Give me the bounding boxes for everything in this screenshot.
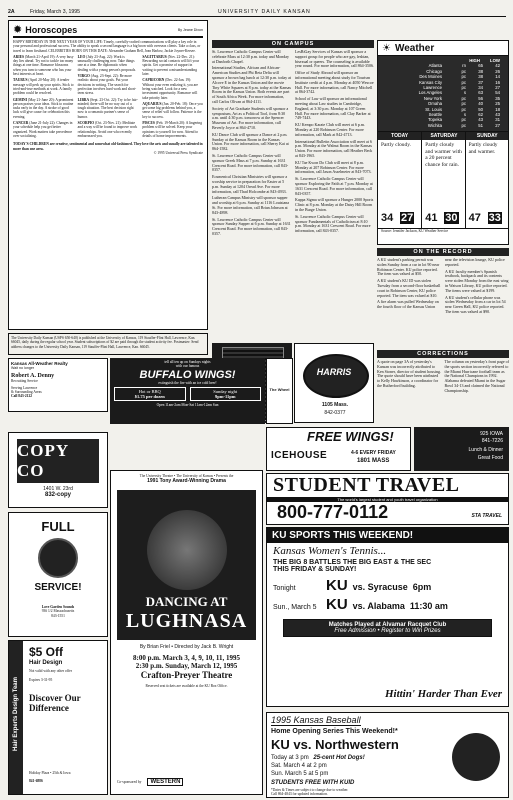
wings-sub: with our famous [175, 364, 200, 369]
horoscope-sign-name: CAPRICORN [142, 78, 165, 83]
horoscope-sign [78, 55, 139, 72]
city-high: 63 [478, 90, 483, 96]
baseball-ad [266, 712, 509, 798]
horoscope-sign-text: (Aug. 23-Sept. 22): Be more realistic about your goals. Put your decisions in writing. The search for perfection involves hard work and short-term stress. [77, 74, 137, 96]
horoscope-sign [13, 55, 74, 76]
campus-item: St. Lawrence Catholic Campus Center will sponsor Exploring the Faith at 7 p.m. Monday at 1631 Crescent Road. For more information, call 843-0357. [295, 176, 373, 196]
copy-co-name: COPY CO [17, 441, 69, 480]
forecast-low: 27 [401, 212, 414, 225]
realtor-line-2: & Surrounding Areas [11, 389, 42, 394]
match-2-day: Sun., March 5 [273, 604, 317, 611]
hair-coupon-expiry: Expires 3-31-95 [29, 678, 53, 682]
forecast-desc: Partly cloudy and warmer with a 20 percent chance for rain. [425, 142, 462, 168]
copy-co-logo [17, 439, 99, 483]
ku-sports-tennis-sub: THE BIG 8 BATTLES THE BIG EAST & THE SEC [273, 559, 432, 566]
correction-1: A quote on page 3A of yesterday's Kansan was incorrectly attributed to Ken Stoner, director of student housing. The quote should have been attributed to Kelly Hawkinson, a coordinator for the Rutherford building. [377, 359, 441, 388]
restaurant-phone: 841-7226 [481, 438, 503, 444]
lughnasa-art [117, 490, 256, 640]
sun-icon: ☀ [382, 42, 391, 54]
forecast-desc: Partly cloudy and warmer. [468, 142, 498, 155]
horoscope-sign [78, 98, 139, 119]
ku-sports-ad [266, 527, 509, 707]
sun-icon: ✹ [13, 24, 23, 36]
city-sky: pc [461, 95, 466, 101]
forecast-today [378, 132, 421, 228]
horoscope-sign-name: PISCES [142, 121, 155, 126]
hair-phone: 841-6886 [29, 779, 43, 783]
icehouse-ad [266, 427, 411, 471]
horoscope-sign [13, 78, 74, 95]
city-name: Kansas City [419, 79, 442, 85]
baseball-line-3: Sun. March 5 at 5 pm [271, 771, 329, 777]
baseball-fine-2: Call 864-4843 for updated information. [271, 792, 328, 796]
record-item: A KU faculty member's Spanish textbook, backpack and its contents were stolen Monday from the east wing in Watson Library, KU police reported. The items were valued at $199. [445, 268, 509, 293]
buffalo-wings-ad [110, 358, 265, 424]
horoscope-sign-name: AQUARIUS [142, 101, 162, 106]
on-campus-title: ON CAMPUS [271, 41, 315, 47]
city-sky: pc [461, 79, 466, 85]
city-low: 43 [495, 112, 500, 118]
lughnasa-dates-2: 2:30 p.m. Sunday, March 12, 1995 [135, 662, 238, 671]
hair-sidebar-text: Hair Experts Design Team [13, 677, 19, 751]
horoscopes-header [13, 23, 203, 38]
ku-sports-slogan: Hittin' Harder Than Ever [384, 688, 502, 700]
on-campus-col-2 [295, 50, 374, 239]
city-name: Lawrence [423, 85, 442, 91]
forecast-day: TODAY [378, 132, 421, 140]
horoscope-sign-text: (Dec. 22-Jan. 19): Without your even realizing it, you are being watched. Look for a new investment opportunity. Romance will take priority later. [142, 78, 198, 100]
baseball-free: STUDENTS FREE WITH KUID [271, 780, 355, 786]
baseball-matchup: KU vs. Northwestern [271, 737, 399, 752]
horoscopes-intro: HAPPY BIRTHDAY IN THE NEXT YEAR OF YOUR LIFE: Timely, carefully-crafted communications will play a key role in your personal and professional success. The ability to speak a second language is a big boon with overseas clients. Take a class, or travel to learn firsthand. CELEBRITIES BORN ON THIS DATE: Alexander Graham Bell, Jean Harlow, Jackie Joyner-Kersee. [13, 40, 201, 53]
paper-name: UNIVERSITY DAILY KANSAN [218, 8, 311, 15]
lughnasa-title-top: DANCING AT [145, 594, 228, 610]
campus-item: Society of Art Graduate Students will sponsor a symposium, Art as a Political Tool, from 8:30 a.m. until 4:30 p.m. tomorrow at the Spencer Museum of Art. For more information, call Beverly Joyce at 864-4710. [212, 105, 289, 130]
horoscope-sign-text: (Oct. 23-Nov. 21): Meditate and a way will be found to improve work relationships. Avoid one who recently embarrassed you. [77, 121, 138, 138]
horoscope-sign [13, 121, 74, 138]
record-icon [38, 538, 78, 578]
icehouse-detail: 4-6 EVERY FRIDAY [351, 450, 396, 456]
on-the-record-title: ON THE RECORD [413, 249, 473, 255]
ku-sports-venue-2: Free Admission • Register to Win Prizes [334, 628, 441, 634]
sta-tagline: The world's largest student and youth travel organization [267, 497, 508, 502]
record-item: A KU student's parking permit was stolen Sunday from a car in lot 90 near Robinson Center. KU police reported. The item was valued at $50. [377, 258, 440, 277]
corrections-section [377, 350, 509, 425]
horoscope-sign-text: (June 21-July 22): Changes in your schedule help you get better organized. Work matters take precedence over socializing. [13, 121, 73, 138]
forecast-desc: Partly cloudy. [381, 142, 411, 149]
city-high: 34 [478, 85, 483, 91]
ku-sports-header: KU SPORTS THIS WEEKEND! [267, 528, 508, 543]
horoscope-sign-text: (Nov. 22-Dec. 21): Rewarding social contacts will lift your spirits. Get a promise of support in writing to prevent a misunderstanding later. [142, 54, 200, 77]
hair-discover: Discover Our Difference [29, 693, 81, 713]
horoscope-sign [78, 121, 139, 138]
forecast-day: SUNDAY [466, 132, 509, 140]
wings-footer: Open 11am-2am Mon-Sat 11am-12am Sun [156, 402, 219, 407]
city-high: 38 [478, 74, 483, 80]
forecast-saturday [421, 132, 465, 228]
on-campus-section [212, 40, 374, 340]
dancers-icon [147, 510, 227, 590]
campus-item: Office of Study Abroad will sponsor an informational meeting about study for Tourism Institute credit at 4 p.m. Monday at 4050 Wescoe Hall. For more information, call Nancy Mitchell at 864-3742. [295, 70, 374, 95]
city-sky: s [463, 90, 466, 96]
weather-title: Weather [394, 42, 435, 54]
restaurant-address: 925 IOWA [480, 431, 503, 437]
city-name: New York [423, 95, 442, 101]
on-campus-col-1 [212, 50, 291, 239]
wings-top: tell all ten up on Sundays nights [164, 360, 211, 364]
lughnasa-fine: Reserved seat tickets are available at the KU Box Office. [145, 684, 228, 689]
city-sky: pc [461, 85, 466, 91]
city-name: Topeka [428, 117, 442, 123]
city-high: 51 [478, 122, 483, 128]
on-the-record-items [377, 258, 509, 336]
city-sky: pc [461, 101, 466, 107]
icehouse-headline: FREE WINGS! [307, 429, 394, 444]
horoscope-sign-name: ARIES [13, 54, 24, 59]
full-service-line-1: Love Garden Sounds [41, 605, 75, 609]
lughnasa-ad [110, 470, 263, 795]
ku-sports-venue: Matches Played at Alvamar Racquet Club [328, 622, 447, 628]
baseball-fine: *Dates & Times are subject to change due to weather. [271, 788, 349, 792]
hair-design-ad [8, 640, 108, 795]
hair-brand: Holiday Plaza • 25th & Iowa [29, 771, 71, 775]
sta-phone: 800-777-0112 [277, 502, 389, 522]
horoscope-sign-text: (May 21-June 20): A prominent person praises your ideas. Stick to routine tasks early in the day. A stroke of good luck will give cause for celebration this evening. [13, 97, 74, 119]
sta-headline: STUDENT TRAVEL [273, 474, 460, 496]
lughnasa-sub: 1991 Tony Award-Winning Drama [147, 478, 226, 485]
city-sky: rn [462, 63, 466, 69]
restaurant-ad [414, 427, 509, 471]
realtor-line-3: Call 843-2122 [11, 394, 33, 399]
icehouse-brand: ICEHOUSE [271, 450, 328, 461]
lughnasa-dates: 8:00 p.m. March 3, 4, 9, 10, 11, 1995 [132, 654, 240, 663]
corrections-header [377, 350, 509, 358]
city-high: 56 [478, 95, 483, 101]
horoscopes-footer: TODAY'S CHILDREN are creative, sentimental and somewhat old-fashioned. They love the arts and usually are talented in more than one area. [13, 142, 203, 151]
city-high: 38 [478, 68, 483, 74]
ku-sports-tennis-sub-2: THIS FRIDAY & SUNDAY! [273, 566, 357, 573]
city-name: Wichita [427, 122, 442, 128]
city-low: 27 [495, 122, 500, 128]
realtor-name: Robert A. Denny [11, 373, 55, 380]
campus-item: International Bulletin Association will meet at 6 p.m. Monday at the Walnut Room in the Kansas Union. For more information, call Heather Beck at 843-1965. [295, 138, 373, 158]
realtor-role: Recruiting Service [11, 379, 38, 384]
city-sky: pc [461, 74, 466, 80]
forecast-low: 33 [488, 212, 501, 225]
horoscope-sign [142, 121, 203, 138]
forecast-sunday [465, 132, 509, 228]
copy-co-ad [8, 432, 108, 508]
ku-sports-venue-box [283, 619, 492, 637]
wings-headline: BUFFALO WINGS! [139, 368, 236, 381]
lughnasa-credits: By Brian Friel • Directed by Jack B. Wright [139, 644, 234, 651]
corrections-title: CORRECTIONS [417, 351, 469, 357]
baseball-today: Today at 3 pm [271, 755, 309, 761]
city-sky: pc [461, 117, 466, 123]
high-header: HIGH [469, 58, 480, 63]
baseball-line-1 [271, 755, 365, 761]
city-sky: pc [461, 106, 466, 112]
campus-item: Kappa Sigma will sponsor a Hunger 2000 Sports Clinic at 8 p.m. Monday at the Daisy Hill Room in the Burge Union. [295, 197, 374, 212]
city-sky: s [463, 112, 466, 118]
wings-desc: extinguish the fire with an ice cold beer! [158, 380, 217, 385]
campus-item: School of Law will sponsor an informational meeting about Law studies in Cambridge, England, at 3:30 p.m. Monday at 107 Green Hall. For more information, call Clay Barker at 749-7443. [295, 96, 371, 121]
baseball-line-2: Sat. March 4 at 2 pm [271, 763, 327, 769]
city-low: 27 [495, 85, 500, 91]
horoscope-sign-name: LEO [77, 54, 86, 59]
forecast-high: 41 [425, 212, 438, 225]
horoscope-sign-text: (July 23-Aug. 22): Work is unusually challenging now. Take things one at a time. Be diplomatic when dealing with a young person's proposals. [77, 54, 136, 72]
issue-date: Friday, March 3, 1995 [30, 8, 81, 15]
realtor-tag: Wait no longer [11, 366, 35, 370]
weather-table [378, 56, 508, 131]
wings-deal-1: Hot or BBQ [138, 388, 161, 394]
wings-deal-2-time: 9pm-11pm [214, 393, 236, 399]
horoscope-sign-text: (March 21-April 19): A very busy day lies ahead. Try not to tackle too many things at one time. Romance blossoms when you turn to someone who has your best interests at heart. [13, 54, 74, 77]
baseball-header: 1995 Kansas Baseball [271, 715, 361, 725]
campus-item: St. Lawrence Catholic Campus Center will sponsor Sunday Supper at 6 p.m. Sunday at 1631 Crescent Road. For more information, call 843-0357. [212, 216, 291, 236]
ku-sports-tennis: Kansas Women's Tennis... [273, 545, 387, 557]
horoscope-sign-text: (Feb. 19-March 20): A lingering problem will be solved. Keep your opinions to yourself for now. Attend to details of home improvements. [142, 121, 203, 138]
copy-co-address: 1401 W. 23rd [43, 486, 73, 492]
wheel-brand: The Wheel [269, 387, 290, 392]
city-name: Chicago [426, 68, 442, 74]
harris-phone: 842-0377 [324, 410, 346, 416]
city-sky: pc [461, 68, 466, 74]
city-high: 37 [478, 79, 483, 85]
hair-coupon-sub: Not valid with any other offer [29, 669, 72, 673]
city-high: 40 [478, 101, 483, 107]
horoscope-sign-text: (Sept. 23-Oct. 22): Try to be fair-minded; there will be no way out of a tough situation. The best decision right now is a romantic partner's sense of humor. [77, 97, 138, 119]
copy-co-phone: 832-copy [44, 492, 71, 498]
forecast-high: 34 [381, 212, 394, 225]
low-header: LOW [489, 58, 500, 63]
forecast-high: 47 [468, 212, 481, 225]
city-low: 26 [495, 68, 500, 74]
weather-header [378, 41, 508, 56]
weather-city-row [378, 123, 508, 128]
city-high: 62 [478, 112, 483, 118]
campus-item: St. Lawrence Catholic Campus Center will sponsor Greek Mass at 7 p.m. Sunday at 1631 Crescent Road. For more information, call 843-0357. [212, 152, 289, 173]
page-number: 2A [8, 8, 15, 15]
campus-item: St. Lawrence Catholic Campus Center will sponsor Fundamentals of Catholicism at 8:10 p.m. Monday at 1631 Crescent Road. For more information, call 843-0357. [295, 213, 371, 234]
weather-forecast [378, 131, 508, 228]
weather-source: Source: Jennifer Jackson, KU Weather Service [378, 228, 508, 233]
city-name: Omaha [427, 101, 442, 107]
baseball-series: Home Opening Series This Weekend!* [271, 728, 398, 735]
full-service-headline: FULL [41, 519, 75, 534]
record-item: A KU student's cellular phone was stolen Wednesday from a car in lot 54 near Green Hall, KU police reported. The item was valued at $90. [445, 294, 506, 314]
city-name: Los Angeles [418, 90, 442, 96]
record-item: A KU student's KU ID was stolen Tuesday from a second-floor basketball court in Robinson Center, KU police reported. The item was valued at $10. [377, 278, 441, 298]
horoscope-sign-name: SCORPIO [77, 121, 95, 126]
city-high: 50 [478, 106, 483, 112]
publisher-statement: The University Daily Kansan (USPS 650-640) is published at the University of Kansas, 119 Stauffer-Flint Hall, Lawrence, Kan. 66045, daily during the regular school year. Student subscriptions of $2 are paid through the student activity fee. Postmaster: Send address changes to the University Daily Kansan, 119 Stauffer-Flint Hall, Lawrence, Kan. 66045. [8, 333, 208, 355]
lughnasa-venue: Crafton-Preyer Theatre [140, 670, 233, 681]
realtor-ad [8, 358, 108, 412]
campus-item: LesBiGay Services of Kansas will sponsor a support group for people who are gay, lesbian, bisexual or queers. The counseling is available year round. For more information, call 864-3506. [295, 49, 374, 69]
realtor-line-1: Serving Lawrence [11, 385, 38, 390]
weather-section [377, 40, 509, 245]
horoscope-sign-name: LIBRA [77, 97, 90, 102]
restaurant-sub: Great Food [477, 455, 503, 461]
city-name: Atlanta [428, 63, 442, 69]
full-service-mid: SERVICE! [34, 582, 82, 593]
city-low: 25 [495, 101, 500, 107]
on-campus-header [212, 40, 374, 48]
match-2 [267, 594, 508, 613]
campus-item: KU Kempo Karate Club will meet at 6 p.m. Monday at 220 Robinson Center. For more information, call Mark at 842-4713. [295, 122, 365, 137]
horoscope-sign-name: GEMINI [13, 97, 27, 102]
horoscope-sign-name: CANCER [13, 121, 29, 126]
campus-item: Lutheran Campus Ministry will sponsor supper and worship at 6 p.m. Sunday at 1116 Louisiana St. For more information, call Brian Johnson at 843-4898. [212, 195, 290, 215]
match-1-team: KU [326, 577, 348, 594]
match-2-team: KU [326, 596, 348, 613]
sta-brand: STA TRAVEL [471, 513, 502, 519]
hair-coupon-item: Hair Design [29, 660, 63, 666]
correction-2: The column on yesterday's front page of the sports section incorrectly referred to the Miami Hurricane football team as the National Champions in 1992. Alabama defeated Miami in the Sugar Bowl 34-13 and claimed the National Championship. [444, 359, 509, 393]
horoscopes-byline: By Jeane Dixon [177, 27, 203, 32]
horoscope-sign [13, 98, 74, 119]
city-low: 31 [495, 117, 500, 123]
city-name: St. Louis [425, 106, 442, 112]
forecast-low: 30 [445, 212, 458, 225]
record-item: A fire alarm was pulled Wednesday on the fourth floor of the Kansas Union near the television lounge, KU police reported. [377, 258, 505, 310]
baseball-hotdogs: 25-cent Hot Dogs! [313, 755, 365, 761]
lughnasa-sponsor: Co-sponsored by [117, 779, 142, 784]
lughnasa-title: LUGHNASA [125, 610, 248, 633]
city-low: 42 [495, 63, 500, 69]
full-service-ad [8, 512, 108, 637]
match-1-day: Tonight [273, 585, 296, 592]
city-name: Des Moines [419, 74, 442, 80]
horoscope-sign-text: (April 20-May 20): A tender message will perk up your spirits. Stick to tried-and-true methods at work. A family problem could be resolved. [13, 78, 74, 96]
wheel-logo [266, 358, 293, 424]
city-high: 43 [478, 117, 483, 123]
match-2-opponent: vs. Alabama [352, 601, 405, 611]
restaurant-tag: Lunch & Dinner [468, 447, 503, 453]
match-1 [267, 573, 508, 594]
city-low: 35 [495, 95, 500, 101]
harris-address: 1105 Mass. [321, 402, 349, 408]
horoscope-sign [142, 55, 203, 76]
on-the-record-header [377, 248, 509, 256]
horoscope-sign [142, 78, 203, 99]
masthead [8, 7, 506, 17]
horoscope-sign-name: SAGITTARIUS [142, 54, 167, 59]
wings-deal-1-price: $1.75 per dozen [134, 393, 165, 399]
horoscopes-signs [13, 55, 203, 140]
campus-item: KU Dance Club will sponsor a Dance at 2 p.m. Sunday at the Kansas Room in the Kansas Union. For more information, call Sherry Kai at 864-1582. [212, 131, 289, 152]
horoscope-sign [142, 102, 203, 119]
campus-item: Ecumenical Christian Ministries will sponsor a worship service in preparation for Easter at 5 p.m. Sunday at 1204 Oread Ave. For more information, call Thad Holcombe at 843-4933. [212, 174, 288, 194]
forecast-day: SATURDAY [422, 132, 465, 140]
city-low: 16 [495, 79, 500, 85]
campus-item: St. Lawrence Catholic Campus Center will celebrate Mass at 12:30 p.m. today and Monday at Danforth Chapel. [212, 49, 289, 64]
horoscope-sign-name: VIRGO [77, 74, 90, 79]
lughnasa-sponsor-brand: WESTERN [147, 778, 183, 786]
wings-deal-2: Sunday night [213, 388, 238, 394]
full-service-line-3: 843-1551 [51, 613, 65, 618]
city-high: 65 [478, 63, 483, 69]
horoscopes-title: Horoscopes [25, 24, 78, 35]
match-1-time: 6pm [412, 582, 432, 592]
icehouse-address: 1801 MASS [357, 458, 390, 464]
horoscope-sign-name: TAURUS [13, 78, 28, 83]
match-2-time: 11:30 am [409, 601, 448, 611]
full-service-line-2: 936 1/2 Massachusetts [41, 609, 75, 614]
city-sky: pc [461, 122, 466, 128]
horoscope-sign-text: (Jan. 20-Feb. 18): Once you get some big problems behind you, a sense of relief will follow. Patience is the key to success. [142, 101, 203, 119]
lughnasa-presenter: The University Theatre • The University of Kansas • Presents the [139, 474, 234, 478]
horoscope-sign [78, 74, 139, 95]
city-name: Seattle [428, 112, 442, 118]
city-low: 54 [495, 90, 500, 96]
horoscopes-credit: © 1995 Universal Press Syndicate [153, 150, 203, 155]
horoscopes-box [8, 20, 208, 330]
sta-travel-ad [266, 473, 509, 525]
realtor-company: Kansas All-Weather Realty [11, 361, 68, 366]
jayhawk-icon [452, 733, 500, 781]
city-low: 14 [495, 74, 500, 80]
city-low: 18 [495, 106, 500, 112]
campus-item: KU Tae Kwon Do Club will meet at 8 p.m. Monday at 207 Robinson Center. For more information, call Jason Asselmeier at 843-7073. [295, 159, 372, 175]
match-1-opponent: vs. Syracuse [352, 582, 408, 592]
campus-item: International Studies, African and African-American Studies and Phi Beta Delta will sponsor a brown bag lunch at 12:30 p.m. today at Alcove E in the Kansas Union and the movie Tiny White Squares at 8 p.m. today at the Kansas Room in the Kansas Union. Both events are part of South Africa Week. For more information, call Carlos Olivan at 864-4111. [212, 65, 291, 104]
hair-coupon-price: $5 Off [29, 645, 64, 659]
harris-ad [294, 343, 374, 423]
harris-name: HARRIS [316, 367, 352, 377]
